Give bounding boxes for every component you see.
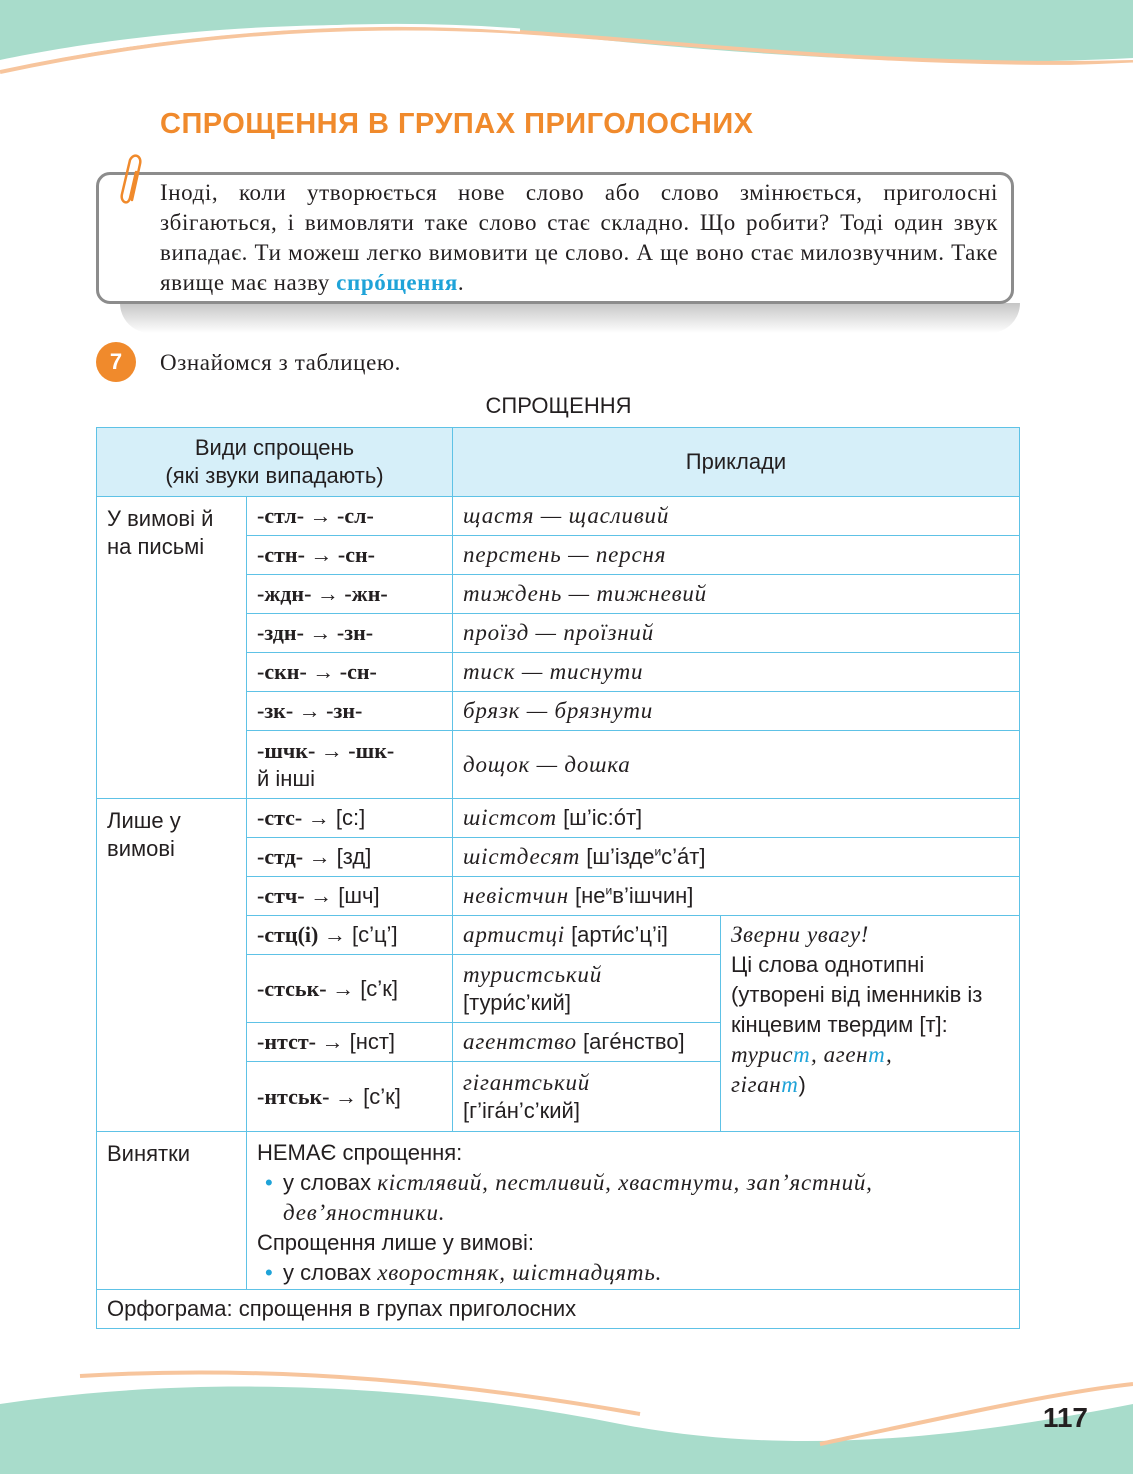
table-caption: СПРОЩЕННЯ (485, 393, 632, 418)
example-cell: дощок — дошка (453, 731, 1020, 799)
paperclip-icon (118, 150, 150, 210)
group-label-exceptions: Винятки (97, 1132, 247, 1290)
attention-note: Зверни увагу! Ці слова однотипні (утворені від іменників із кінцевим твердим [т]: турист, агент, гігант) (721, 916, 1020, 1132)
kind-cell: -стн- → -сн- (247, 536, 453, 575)
page-number: 117 (1042, 1402, 1088, 1433)
example-cell: щастя — щасливий (453, 497, 1020, 536)
example-cell: тиск — тиснути (453, 653, 1020, 692)
example-cell: шістсот [ш’іс:óт] (453, 799, 1020, 838)
kind-cell: -скн- → -сн- (247, 653, 453, 692)
exceptions-cell: НЕМАЄ спрощення: • у словах кістлявий, пестливий, хвастнути, зап’ястний, дев’яностники. Спрощення лише у вимові: • у словах хворостняк, шістнадцять. (247, 1132, 1020, 1290)
note-title: Зверни увагу! (731, 922, 869, 947)
task-number-badge: 7 (96, 342, 136, 382)
example-cell: проїзд — проїзний (453, 614, 1020, 653)
example-cell: тиждень — тижневий (453, 575, 1020, 614)
header-kinds: Види спрощень (які звуки випадають) (97, 428, 453, 497)
kind-cell: -ждн- → -жн- (247, 575, 453, 614)
kind-cell: -стч- → [шч] (247, 877, 453, 916)
group-label-speech-only: Лише у вимові (97, 799, 247, 1132)
rule-box-shadow (120, 303, 1020, 333)
kind-cell: -нтст- → [нст] (247, 1023, 453, 1062)
example-cell: перстень — персня (453, 536, 1020, 575)
table-row (97, 799, 1020, 838)
header-examples: Приклади (453, 428, 1020, 497)
kind-cell: -стц(і) → [с’ц’] (247, 916, 453, 955)
task-instruction: Ознайомся з таблицею. (160, 350, 402, 375)
example-cell: невістчин $[не^ив’ішчин]$ (453, 877, 1020, 916)
table-row (97, 1290, 1020, 1329)
list-item: • у словах хворостняк, шістнадцять. (283, 1258, 1009, 1288)
example-cell: агентство [агéнство] (453, 1023, 721, 1062)
kind-cell: -стс- → [с:] (247, 799, 453, 838)
group-label-speech-writing: У вимові й на письмі (97, 497, 247, 799)
table-row (97, 1132, 1020, 1290)
table-header-row (97, 428, 1020, 497)
kind-cell: -стськ- → [с’к] (247, 955, 453, 1023)
page-title: СПРОЩЕННЯ В ГРУПАХ ПРИГОЛОСНИХ (160, 108, 754, 140)
kind-cell: -шчк- → -шк- й інші (247, 731, 453, 799)
kind-cell: -стд- → [зд] (247, 838, 453, 877)
table-row (97, 497, 1020, 536)
example-cell: шістдесят [ш’ізде$^и$с’áт] (453, 838, 1020, 877)
kind-cell: -нтськ- → [с’к] (247, 1062, 453, 1132)
kind-cell: -зк- → -зн- (247, 692, 453, 731)
top-wave-decoration (0, 0, 1133, 100)
list-item: • у словах кістлявий, пестливий, хвастнути, зап’ястний, дев’яностники. (283, 1168, 1009, 1228)
kind-cell: -здн- → -зн- (247, 614, 453, 653)
example-cell: артистці [арти́с’ц’і] (453, 916, 721, 955)
example-cell: туристський [тури́с’кий] (453, 955, 721, 1023)
kind-cell: -стл- → -сл- (247, 497, 453, 536)
note-text: Ці слова однотипні (утворені від іменників із кінцевим твердим [т]: (731, 952, 983, 1037)
orthogram-footer: Орфограма: спрощення в групах приголосних (97, 1290, 1020, 1329)
bottom-wave-decoration (0, 1364, 1133, 1474)
rule-term: спрóщення (336, 270, 458, 295)
example-cell: гігантський [г’іга́н’с’кий] (453, 1062, 721, 1132)
simplification-table (96, 427, 1020, 1329)
rule-text: Іноді, коли утворюється нове слово або слово змінюється, приголосні збігаються, і вимовляти таке слово стає складно. Що робити? Тоді один звук випадає. Ти можеш легко вимовити це слово. А ще воно стає милозвучним. Таке явище має назву спрóщення. (160, 180, 998, 295)
example-cell: брязк — брязнути (453, 692, 1020, 731)
